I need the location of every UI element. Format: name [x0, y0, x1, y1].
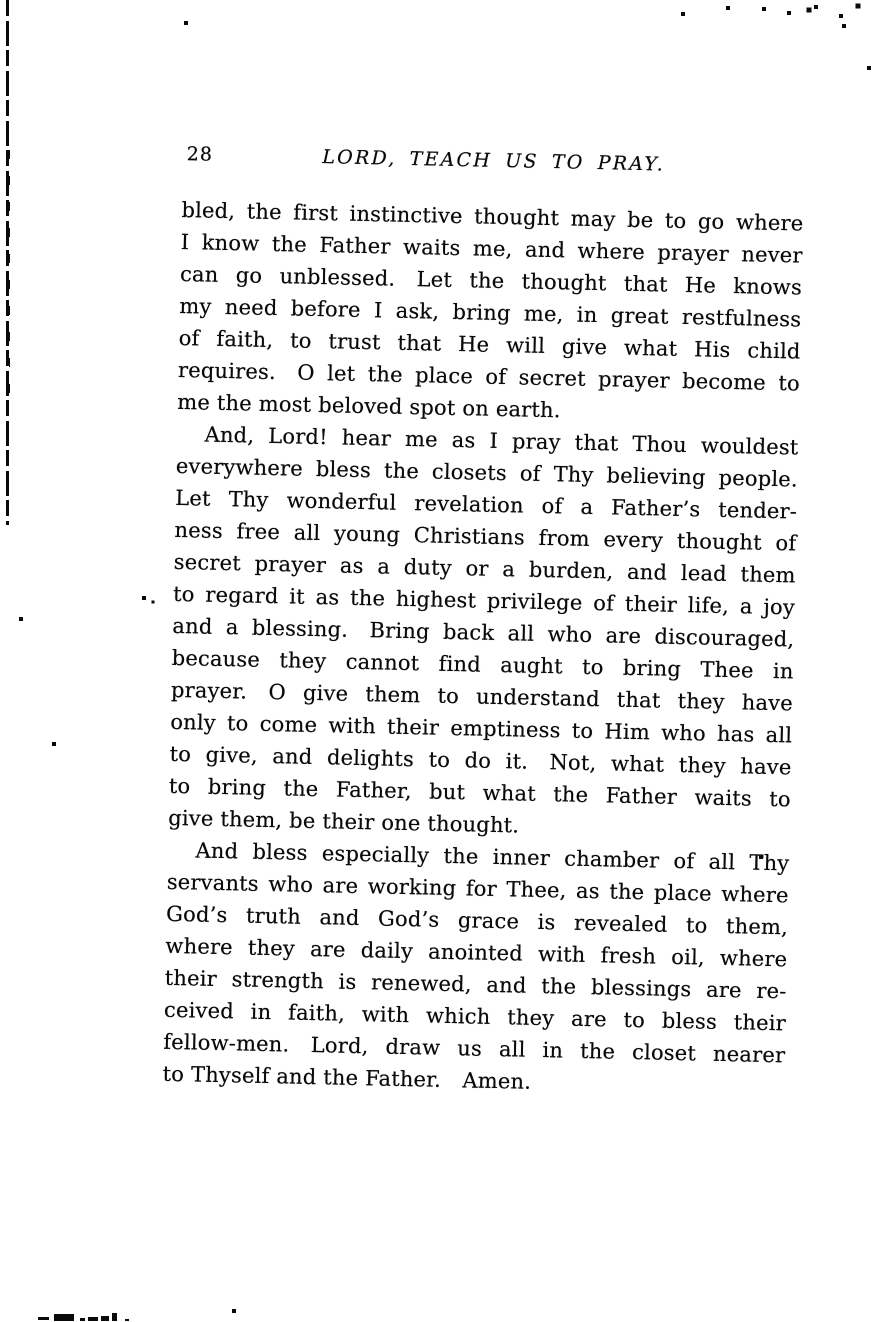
text-line: I know the Father waits me, and where prayer never — [180, 229, 803, 268]
text-line: And bless especially the inner chamber of all Thy — [195, 838, 790, 876]
text-line: everywhere bless the closets of Thy believing people. — [175, 453, 799, 492]
text-line: fellow-men. Lord, draw us all in the closet nearer — [163, 1029, 786, 1068]
text-line: secret prayer as a duty or a burden, and lead them — [173, 549, 796, 588]
text-line: prayer. O give them to understand that they have — [170, 677, 794, 716]
page-body — [162, 194, 803, 1103]
text-line: to regard it as the highest privilege of their life, a joy — [172, 581, 796, 620]
text-line: me the most beloved spot on earth. — [177, 389, 561, 423]
page-content — [162, 142, 805, 1103]
text-line: can go unblessed. Let the thought that He knows — [179, 261, 803, 300]
text-line: bled, the first instinctive thought may be to go where — [181, 197, 804, 236]
paragraph — [177, 194, 804, 432]
paragraph — [162, 834, 789, 1104]
page-number: 28 — [186, 143, 214, 166]
text-line: to Thyself and the Father. Amen. — [162, 1061, 532, 1094]
scan-artifact-gutter-line-secondary — [9, 150, 10, 410]
text-line: servants who are working for Thee, as the place where — [166, 869, 789, 908]
text-line: to bring the Father, but what the Father waits to — [168, 773, 792, 812]
text-line: give them, be their one thought. — [167, 805, 520, 838]
text-line: my need before I ask, bring me, in great restfulness — [179, 293, 802, 332]
text-line: requires. O let the place of secret prayer become to — [177, 357, 801, 396]
text-line: And, Lord! hear me as I pray that Thou wouldest — [204, 422, 799, 460]
text-line: because they cannot find aught to bring Thee in — [171, 645, 794, 684]
text-line: ness free all young Christians from every thought of — [174, 517, 797, 556]
text-line: only to come with their emptiness to Him who has all — [170, 709, 793, 748]
running-title: LORD, TEACH US TO PRAY. — [322, 146, 666, 176]
text-line: and a blessing. Bring back all who are discouraged, — [172, 613, 795, 652]
scan-artifact-speckles — [0, 0, 2, 2]
text-line: God’s truth and God’s grace is revealed to them, — [165, 901, 789, 940]
text-line: their strength is renewed, and the blessings are re- — [164, 965, 787, 1004]
text-line: Let Thy wonderful revelation of a Father’s tender- — [174, 485, 798, 524]
text-line: ceived in faith, with which they are to bless their — [163, 997, 787, 1036]
text-line: where they are daily anointed with fresh oil, where — [165, 933, 788, 972]
paragraph — [168, 418, 799, 847]
text-line: of faith, to trust that He will give what His child — [178, 325, 801, 364]
text-line: to give, and delights to do it. Not, what they have — [169, 741, 792, 780]
running-head — [182, 142, 804, 180]
